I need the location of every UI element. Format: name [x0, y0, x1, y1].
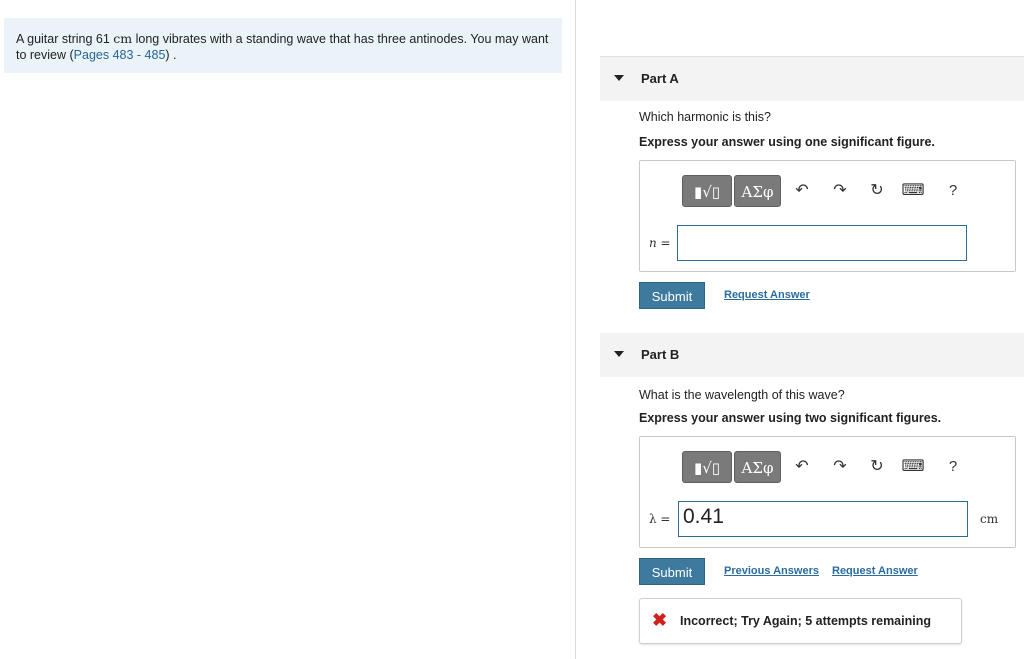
part-a-header[interactable] [600, 57, 1024, 101]
incorrect-x-icon: ✖ [652, 610, 668, 630]
reset-icon[interactable]: ↻ [870, 182, 884, 199]
part-a-question: Which harmonic is this? [639, 110, 771, 124]
part-b-variable-label: λ = [649, 512, 671, 526]
collapse-triangle-icon[interactable] [614, 75, 624, 81]
part-b-title: Part B [641, 347, 680, 362]
previous-answers-link[interactable]: Previous Answers [724, 565, 819, 577]
problem-text-end: ) . [165, 48, 177, 62]
part-b-instruction: Express your answer using two significant figures. [639, 411, 942, 425]
undo-icon[interactable]: ↶ [795, 458, 809, 475]
part-b-request-answer-link[interactable]: Request Answer [832, 565, 918, 577]
problem-statement-box [4, 18, 562, 73]
part-b-submit-button[interactable]: Submit [639, 558, 705, 585]
part-b-question: What is the wavelength of this wave? [639, 388, 845, 402]
part-b-answer-input[interactable]: 0.41 [678, 501, 968, 537]
part-a-title: Part A [641, 71, 679, 86]
help-button[interactable]: ? [948, 182, 958, 199]
part-a-answer-box [639, 160, 1016, 272]
problem-unit: cm [113, 31, 133, 46]
part-a-variable-label: n = [649, 236, 671, 250]
part-b-unit-label: cm [980, 512, 999, 526]
reset-icon[interactable]: ↻ [870, 458, 884, 475]
feedback-message: Incorrect; Try Again; 5 attempts remaining [680, 614, 931, 628]
part-b-header[interactable] [600, 333, 1024, 377]
keyboard-icon[interactable]: ⌨ [901, 458, 925, 475]
redo-icon[interactable]: ↷ [833, 182, 847, 199]
templates-button[interactable]: ▮√▯ [682, 175, 732, 207]
part-a-request-answer-link[interactable]: Request Answer [724, 289, 810, 301]
redo-icon[interactable]: ↷ [833, 458, 847, 475]
part-a-answer-input[interactable] [677, 225, 967, 261]
part-a-instruction: Express your answer using one significant figure. [639, 135, 935, 149]
part-b-answer-box [639, 436, 1016, 548]
problem-text [16, 31, 556, 63]
collapse-triangle-icon[interactable] [614, 351, 624, 357]
keyboard-icon[interactable]: ⌨ [901, 182, 925, 199]
problem-text-middle: long vibrates with a standing wave that has three antinodes. You may want to review ( [16, 32, 549, 62]
greek-symbols-button[interactable]: ΑΣφ [734, 451, 781, 483]
templates-button[interactable]: ▮√▯ [682, 451, 732, 483]
problem-text-start: A guitar string 61 [16, 32, 114, 46]
answers-pane [576, 0, 1024, 659]
undo-icon[interactable]: ↶ [795, 182, 809, 199]
help-button[interactable]: ? [948, 458, 958, 475]
part-a-submit-button[interactable]: Submit [639, 282, 705, 309]
feedback-box [639, 598, 962, 644]
pages-link[interactable]: Pages 483 - 485 [73, 48, 166, 62]
greek-symbols-button[interactable]: ΑΣφ [734, 175, 781, 207]
